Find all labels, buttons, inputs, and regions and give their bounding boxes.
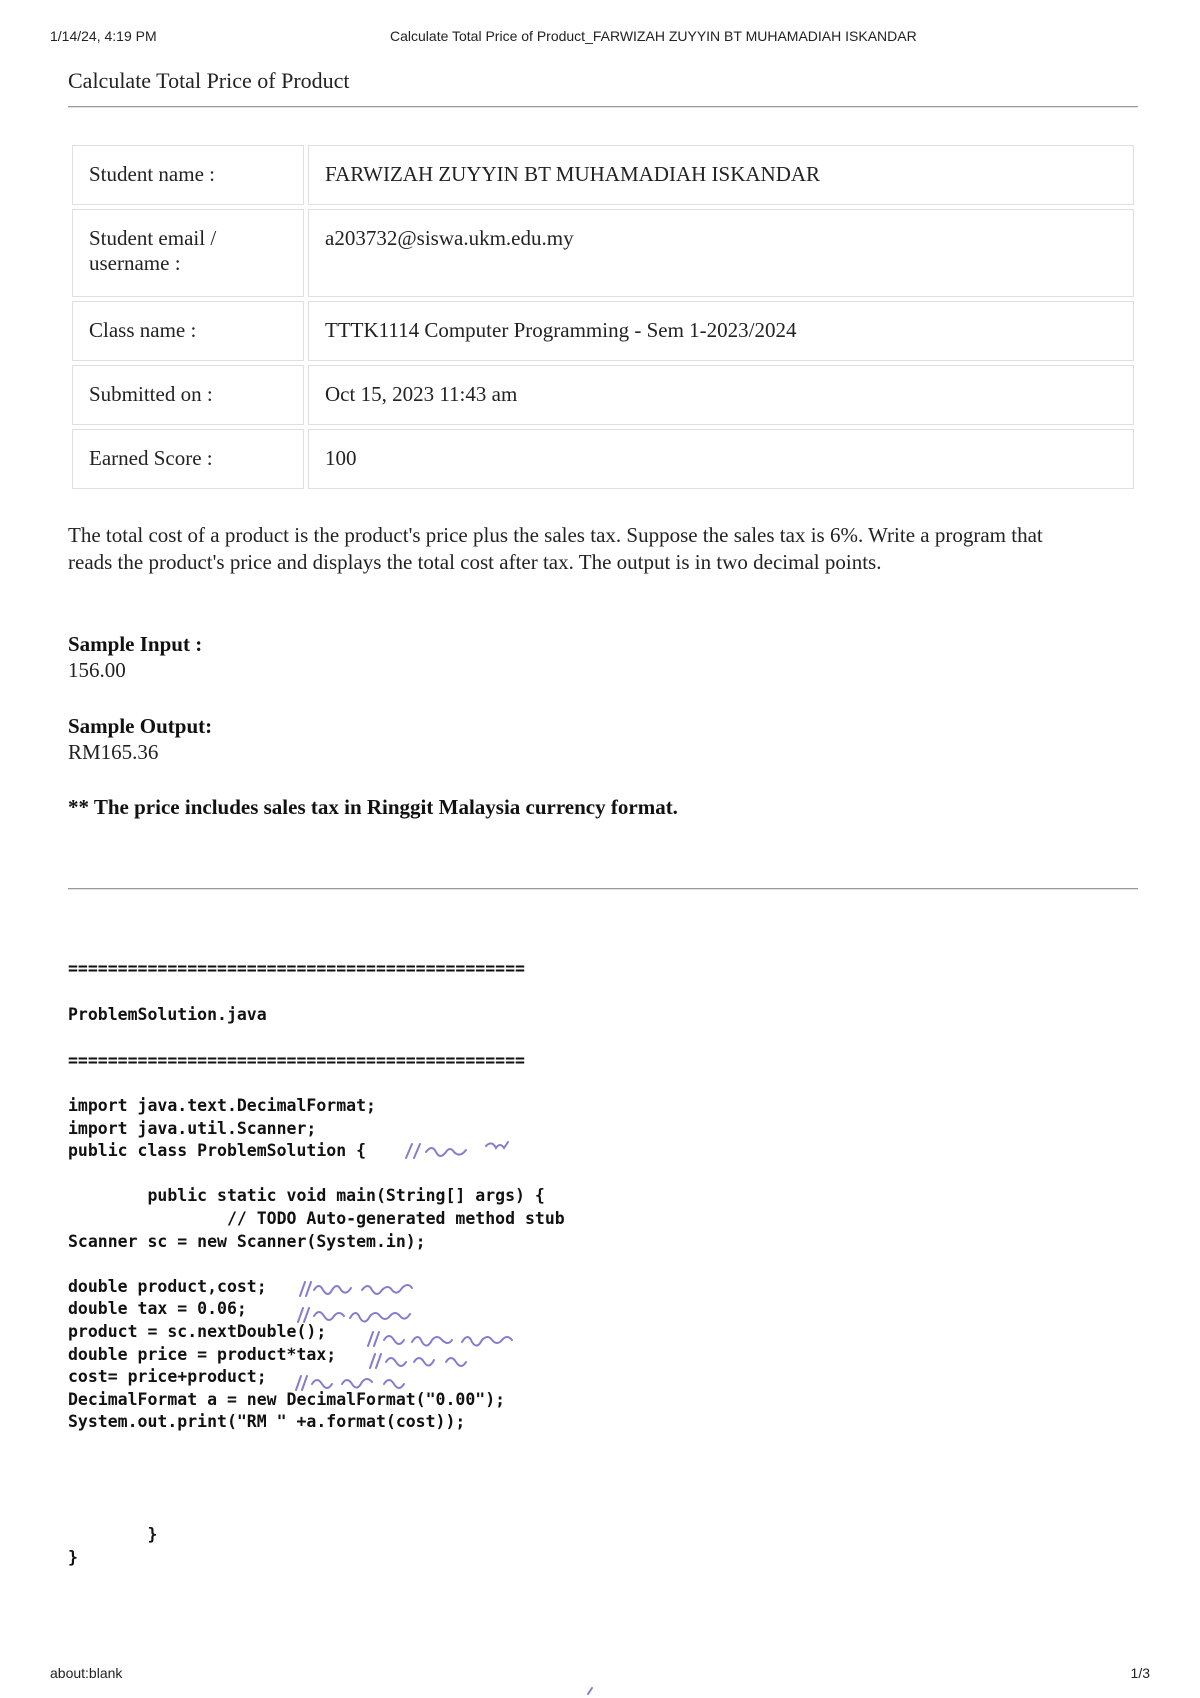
- student-email-label: Student email / username :: [72, 209, 304, 297]
- print-footer: [50, 1665, 1150, 1685]
- submitted-on-label: Submitted on :: [72, 365, 304, 425]
- scribble-mark: [370, 1354, 466, 1368]
- scribble-mark: [368, 1332, 512, 1346]
- class-name-value: TTTK1114 Computer Programming - Sem 1-2023/2024: [308, 301, 1134, 361]
- code-source: import java.text.DecimalFormat; import java.util.Scanner; public class ProblemSolution { public static void main(String[] args) { // TODO Auto-generated method stub Scanner sc = new Scanner(System.in); double product,cost; double tax = 0.06; product = sc.nextDouble(); double price = product*tax; cost= price+product; DecimalFormat a = new DecimalFormat("0.00"); System.out.print("RM " +a.format(cost)); } }: [68, 1096, 565, 1567]
- scribble-mark: [406, 1142, 508, 1158]
- earned-score-value: 100: [308, 429, 1134, 489]
- currency-note: ** The price includes sales tax in Ringgit Malaysia currency format.: [68, 795, 678, 819]
- sample-input-label: Sample Input :: [68, 632, 203, 656]
- problem-description: The total cost of a product is the product's price plus the sales tax. Suppose the sales tax is 6%. Write a program that reads the product's price and displays the total cost after tax. The output is in two decimal points.: [68, 523, 1043, 574]
- earned-score-label: Earned Score :: [72, 429, 304, 489]
- class-name-label: Class name :: [72, 301, 304, 361]
- page-title: Calculate Total Price of Product: [68, 68, 350, 93]
- code-separator-bottom: ==============================================: [68, 1051, 525, 1070]
- student-name-value: FARWIZAH ZUYYIN BT MUHAMADIAH ISKANDAR: [308, 145, 1134, 205]
- page-number: 1/3: [1130, 1665, 1150, 1681]
- scribble-mark: [296, 1376, 404, 1390]
- submitted-on-value: Oct 15, 2023 11:43 am: [308, 365, 1134, 425]
- pen-mark: [588, 1688, 592, 1694]
- print-date: 1/14/24, 4:19 PM: [50, 28, 157, 44]
- code-separator-top: ==============================================: [68, 959, 525, 978]
- sample-output-value: RM165.36: [68, 740, 159, 764]
- student-email-value: a203732@siswa.ukm.edu.my: [308, 209, 1134, 297]
- sample-output-label: Sample Output:: [68, 714, 213, 738]
- sample-input-value: 156.00: [68, 658, 126, 682]
- print-document-title: Calculate Total Price of Product_FARWIZAH ZUYYIN BT MUHAMADIAH ISKANDAR: [390, 28, 917, 44]
- scribble-mark: [300, 1282, 412, 1296]
- scribble-mark: [298, 1308, 410, 1322]
- student-name-label: Student name :: [72, 145, 304, 205]
- print-url: about:blank: [50, 1665, 123, 1681]
- code-filename: ProblemSolution.java: [68, 1005, 267, 1024]
